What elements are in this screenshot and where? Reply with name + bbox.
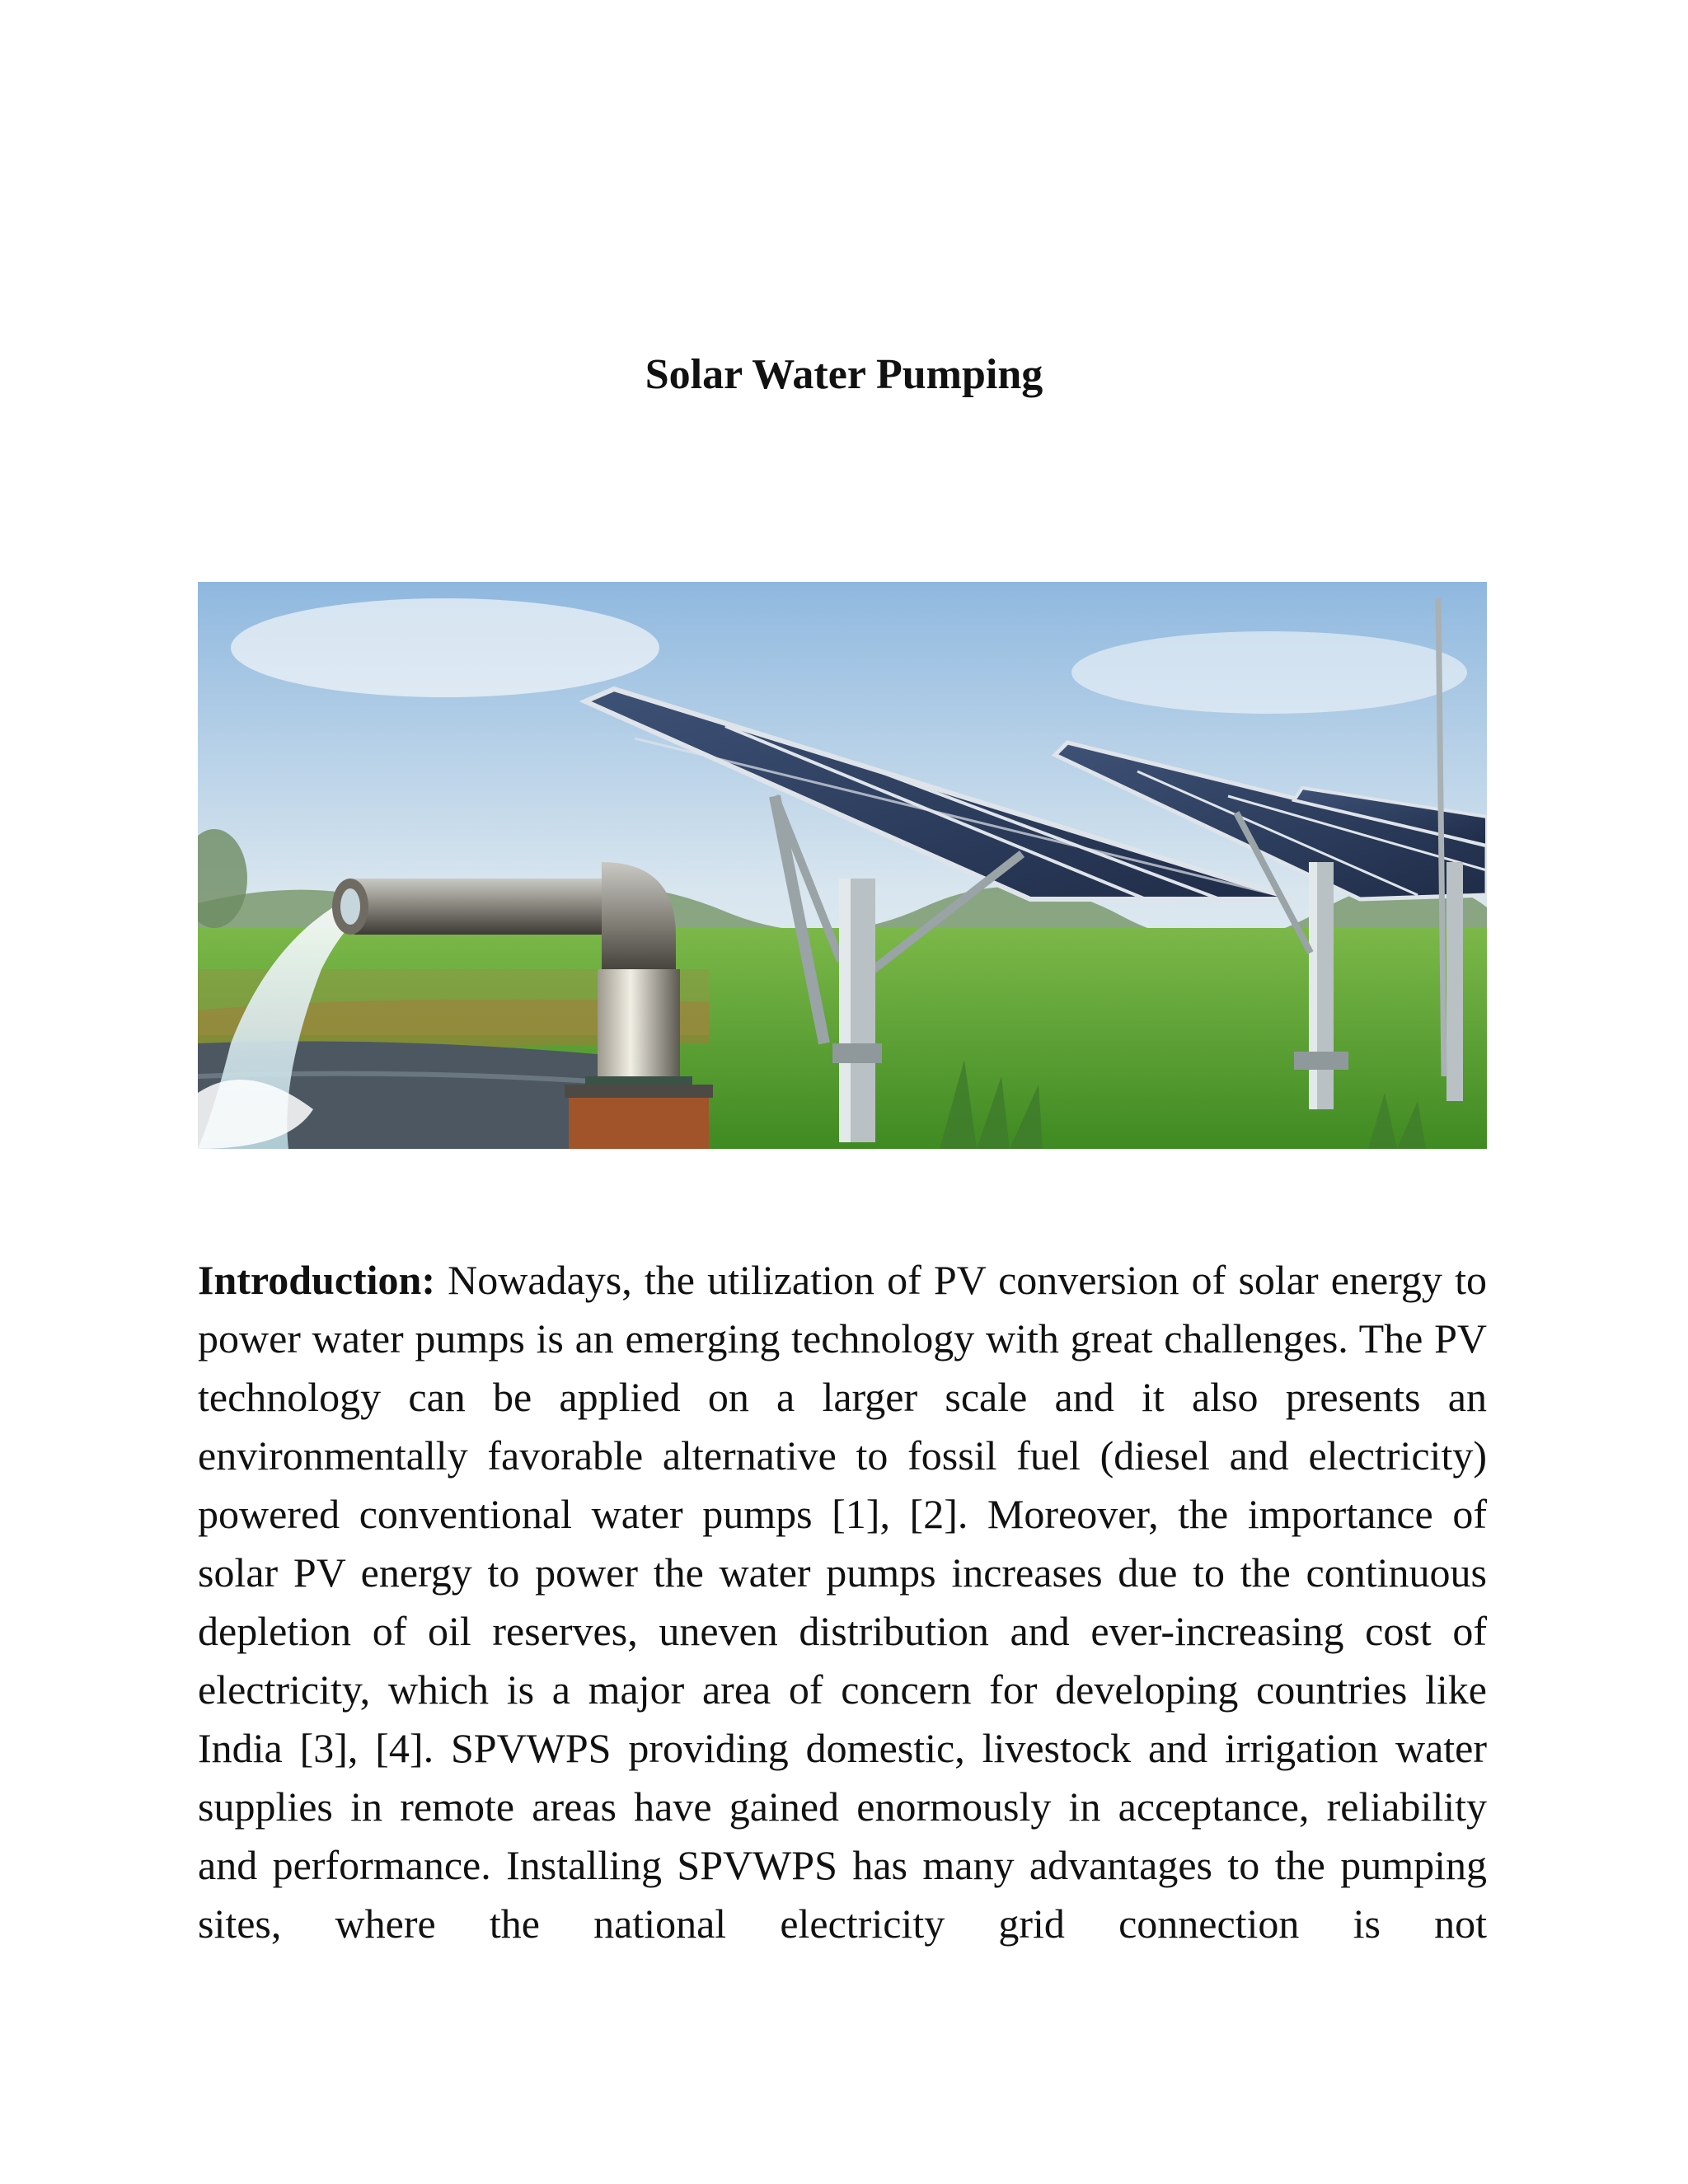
- solar-pump-illustration: [198, 582, 1487, 1149]
- page-title: Solar Water Pumping: [645, 351, 1043, 398]
- introduction-text: Nowadays, the utilization of PV conversion of solar energy to power water pumps is an emerging technology with great challenges. The PV technology can be applied on a larger scale and it also presents an environmentally favorable alternative to fossil fuel (diesel and electricity) powered conventional water pumps [1], [2]. Moreover, the importance of solar PV energy to power the water pumps increases due to the continuous depletion of oil reserves, uneven distribution and ever-increasing cost of electricity, which is a major area of concern for developing countries like India [3], [4]. SPVWPS providing domestic, livestock and irrigation water supplies in remote areas have gained enormously in acceptance, reliability and performance. Installing SPVWPS has many advantages to the pumping sites, where the national electricity grid connection is not: [198, 1257, 1487, 1947]
- introduction-label: Introduction:: [198, 1257, 436, 1303]
- solar-pump-photo: [198, 582, 1487, 1149]
- introduction-paragraph: [198, 1251, 1487, 1953]
